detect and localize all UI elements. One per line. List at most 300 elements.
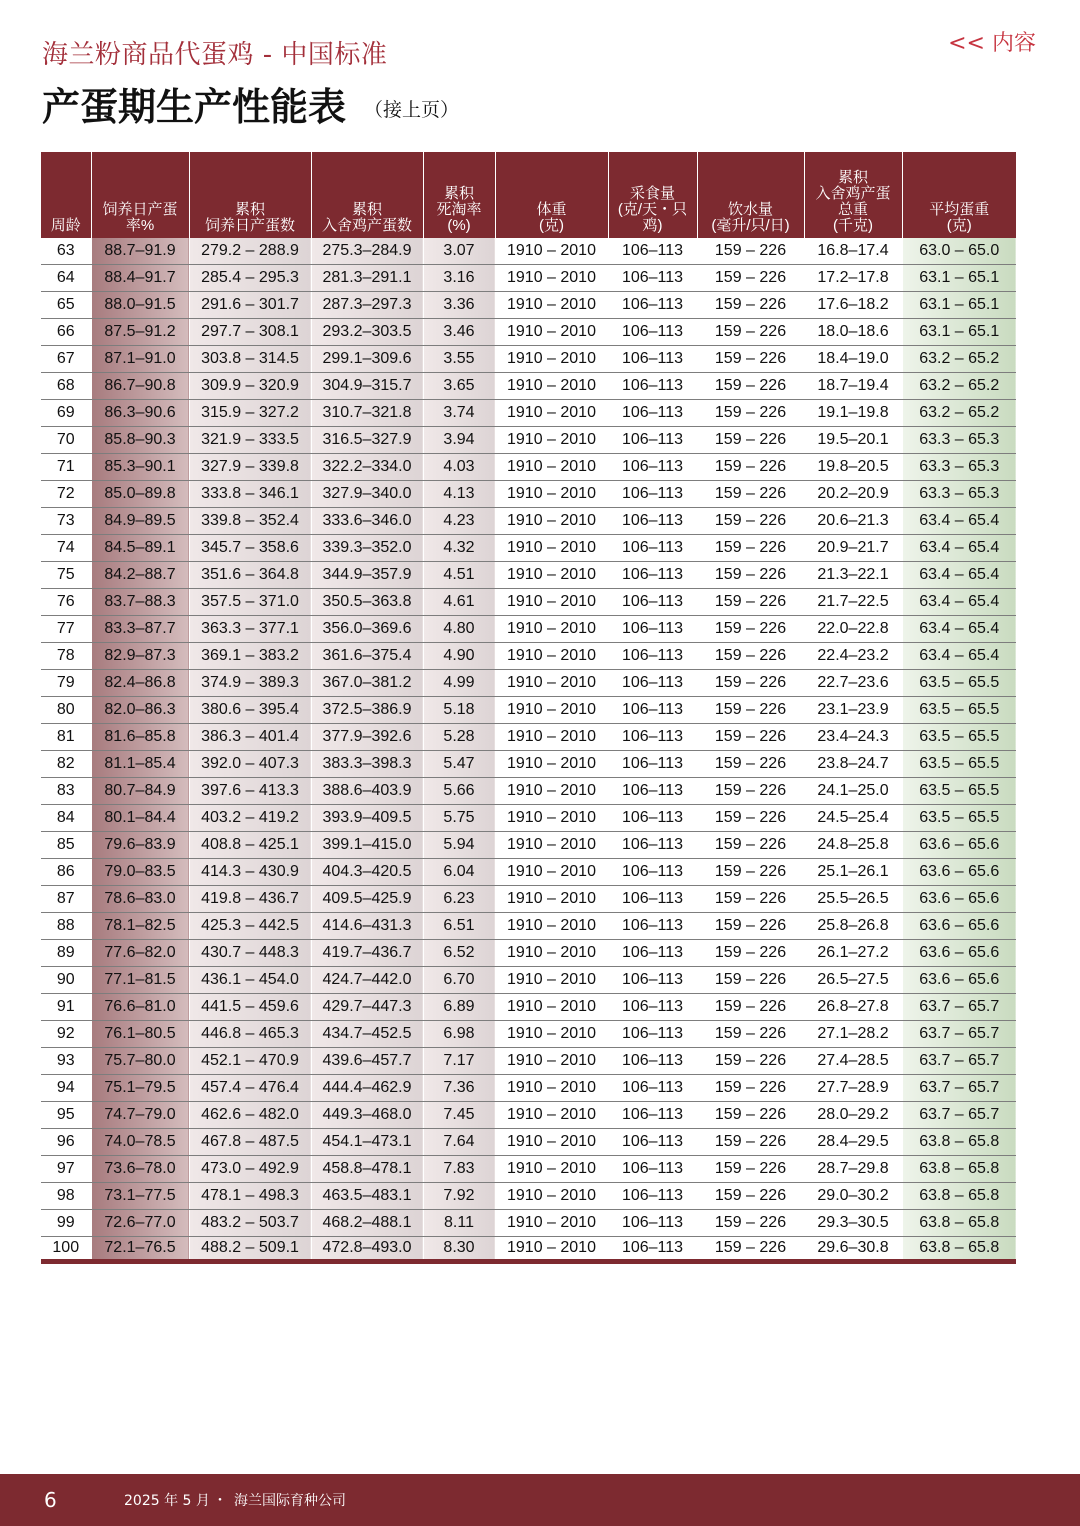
cell-cum-hen-day-eggs: 345.7 – 358.6 <box>189 535 311 562</box>
cell-cum-egg-mass: 17.6–18.2 <box>804 292 902 319</box>
cell-avg-egg-weight: 63.6 – 65.6 <box>902 967 1016 994</box>
cell-cum-mortality: 7.17 <box>423 1048 495 1075</box>
cell-body-weight: 1910 – 2010 <box>495 562 608 589</box>
table-row <box>41 616 1016 643</box>
cell-cum-hen-housed-eggs: 275.3–284.9 <box>311 238 423 265</box>
cell-cum-hen-housed-eggs: 468.2–488.1 <box>311 1210 423 1237</box>
cell-cum-hen-housed-eggs: 350.5–363.8 <box>311 589 423 616</box>
cell-feed-intake: 106–113 <box>608 535 697 562</box>
cell-lay-rate: 85.8–90.3 <box>91 427 189 454</box>
cell-avg-egg-weight: 63.2 – 65.2 <box>902 400 1016 427</box>
cell-cum-egg-mass: 19.8–20.5 <box>804 454 902 481</box>
cell-cum-egg-mass: 26.8–27.8 <box>804 994 902 1021</box>
cell-body-weight: 1910 – 2010 <box>495 994 608 1021</box>
cell-cum-hen-housed-eggs: 424.7–442.0 <box>311 967 423 994</box>
cell-cum-mortality: 4.90 <box>423 643 495 670</box>
title-row <box>42 76 459 131</box>
cell-cum-egg-mass: 26.1–27.2 <box>804 940 902 967</box>
cell-cum-hen-day-eggs: 446.8 – 465.3 <box>189 1021 311 1048</box>
cell-cum-egg-mass: 27.1–28.2 <box>804 1021 902 1048</box>
cell-cum-egg-mass: 24.1–25.0 <box>804 778 902 805</box>
cell-cum-hen-day-eggs: 441.5 – 459.6 <box>189 994 311 1021</box>
cell-feed-intake: 106–113 <box>608 859 697 886</box>
cell-water-intake: 159 – 226 <box>697 670 804 697</box>
table-row <box>41 805 1016 832</box>
cell-body-weight: 1910 – 2010 <box>495 292 608 319</box>
cell-feed-intake: 106–113 <box>608 616 697 643</box>
table-row <box>41 373 1016 400</box>
cell-cum-hen-housed-eggs: 322.2–334.0 <box>311 454 423 481</box>
cell-cum-hen-day-eggs: 403.2 – 419.2 <box>189 805 311 832</box>
cell-body-weight: 1910 – 2010 <box>495 346 608 373</box>
cell-cum-hen-housed-eggs: 333.6–346.0 <box>311 508 423 535</box>
cell-cum-hen-housed-eggs: 316.5–327.9 <box>311 427 423 454</box>
cell-cum-egg-mass: 27.4–28.5 <box>804 1048 902 1075</box>
cell-cum-mortality: 5.28 <box>423 724 495 751</box>
cell-avg-egg-weight: 63.1 – 65.1 <box>902 319 1016 346</box>
cell-feed-intake: 106–113 <box>608 427 697 454</box>
cell-body-weight: 1910 – 2010 <box>495 886 608 913</box>
column-header-cum-egg-mass: 累积 入舍鸡产蛋 总重 (千克) <box>804 152 902 238</box>
cell-water-intake: 159 – 226 <box>697 508 804 535</box>
cell-cum-mortality: 6.52 <box>423 940 495 967</box>
cell-week: 91 <box>41 994 91 1021</box>
cell-cum-egg-mass: 22.4–23.2 <box>804 643 902 670</box>
cell-cum-hen-day-eggs: 297.7 – 308.1 <box>189 319 311 346</box>
document-subtitle: 海兰粉商品代蛋鸡 - 中国标准 <box>42 40 388 70</box>
table-row <box>41 1129 1016 1156</box>
cell-week: 81 <box>41 724 91 751</box>
cell-cum-egg-mass: 25.8–26.8 <box>804 913 902 940</box>
cell-cum-egg-mass: 23.4–24.3 <box>804 724 902 751</box>
cell-lay-rate: 73.6–78.0 <box>91 1156 189 1183</box>
cell-body-weight: 1910 – 2010 <box>495 859 608 886</box>
cell-cum-hen-day-eggs: 478.1 – 498.3 <box>189 1183 311 1210</box>
cell-cum-hen-housed-eggs: 434.7–452.5 <box>311 1021 423 1048</box>
cell-feed-intake: 106–113 <box>608 1210 697 1237</box>
cell-body-weight: 1910 – 2010 <box>495 400 608 427</box>
cell-week: 89 <box>41 940 91 967</box>
table-row <box>41 1237 1016 1262</box>
cell-cum-hen-day-eggs: 327.9 – 339.8 <box>189 454 311 481</box>
cell-avg-egg-weight: 63.6 – 65.6 <box>902 886 1016 913</box>
cell-body-weight: 1910 – 2010 <box>495 670 608 697</box>
cell-avg-egg-weight: 63.5 – 65.5 <box>902 724 1016 751</box>
cell-cum-mortality: 6.04 <box>423 859 495 886</box>
cell-cum-hen-day-eggs: 291.6 – 301.7 <box>189 292 311 319</box>
cell-feed-intake: 106–113 <box>608 994 697 1021</box>
cell-cum-mortality: 7.45 <box>423 1102 495 1129</box>
cell-feed-intake: 106–113 <box>608 670 697 697</box>
cell-water-intake: 159 – 226 <box>697 589 804 616</box>
cell-feed-intake: 106–113 <box>608 1156 697 1183</box>
cell-cum-mortality: 3.55 <box>423 346 495 373</box>
page-number: 6 <box>44 1488 57 1512</box>
cell-water-intake: 159 – 226 <box>697 1156 804 1183</box>
cell-cum-egg-mass: 27.7–28.9 <box>804 1075 902 1102</box>
cell-body-weight: 1910 – 2010 <box>495 454 608 481</box>
cell-body-weight: 1910 – 2010 <box>495 1048 608 1075</box>
table-row <box>41 562 1016 589</box>
cell-body-weight: 1910 – 2010 <box>495 1237 608 1262</box>
cell-feed-intake: 106–113 <box>608 265 697 292</box>
cell-cum-mortality: 4.13 <box>423 481 495 508</box>
cell-feed-intake: 106–113 <box>608 346 697 373</box>
cell-cum-hen-housed-eggs: 383.3–398.3 <box>311 751 423 778</box>
table-row <box>41 832 1016 859</box>
cell-cum-egg-mass: 29.3–30.5 <box>804 1210 902 1237</box>
table-row <box>41 967 1016 994</box>
cell-cum-egg-mass: 26.5–27.5 <box>804 967 902 994</box>
cell-body-weight: 1910 – 2010 <box>495 805 608 832</box>
cell-lay-rate: 80.7–84.9 <box>91 778 189 805</box>
cell-avg-egg-weight: 63.7 – 65.7 <box>902 1021 1016 1048</box>
page-footer <box>0 1474 1080 1526</box>
cell-feed-intake: 106–113 <box>608 238 697 265</box>
table-header <box>41 152 1016 238</box>
column-header-lay-rate: 饲养日产蛋 率% <box>91 152 189 238</box>
cell-cum-hen-housed-eggs: 339.3–352.0 <box>311 535 423 562</box>
cell-feed-intake: 106–113 <box>608 481 697 508</box>
cell-feed-intake: 106–113 <box>608 1129 697 1156</box>
cell-water-intake: 159 – 226 <box>697 886 804 913</box>
cell-feed-intake: 106–113 <box>608 886 697 913</box>
cell-feed-intake: 106–113 <box>608 589 697 616</box>
table-row <box>41 292 1016 319</box>
header-row <box>41 152 1016 238</box>
cell-cum-hen-housed-eggs: 304.9–315.7 <box>311 373 423 400</box>
cell-cum-egg-mass: 20.6–21.3 <box>804 508 902 535</box>
cell-body-weight: 1910 – 2010 <box>495 967 608 994</box>
cell-week: 76 <box>41 589 91 616</box>
cell-week: 83 <box>41 778 91 805</box>
cell-water-intake: 159 – 226 <box>697 805 804 832</box>
cell-water-intake: 159 – 226 <box>697 778 804 805</box>
table-row <box>41 994 1016 1021</box>
cell-cum-egg-mass: 28.7–29.8 <box>804 1156 902 1183</box>
cell-cum-hen-housed-eggs: 287.3–297.3 <box>311 292 423 319</box>
cell-week: 90 <box>41 967 91 994</box>
cell-cum-hen-housed-eggs: 419.7–436.7 <box>311 940 423 967</box>
cell-cum-hen-day-eggs: 380.6 – 395.4 <box>189 697 311 724</box>
cell-lay-rate: 83.7–88.3 <box>91 589 189 616</box>
cell-lay-rate: 81.6–85.8 <box>91 724 189 751</box>
column-header-avg-egg-weight: 平均蛋重 (克) <box>902 152 1016 238</box>
cell-cum-hen-day-eggs: 279.2 – 288.9 <box>189 238 311 265</box>
cell-cum-hen-day-eggs: 351.6 – 364.8 <box>189 562 311 589</box>
cell-cum-egg-mass: 24.8–25.8 <box>804 832 902 859</box>
cell-cum-egg-mass: 29.6–30.8 <box>804 1237 902 1262</box>
cell-cum-hen-housed-eggs: 281.3–291.1 <box>311 265 423 292</box>
cell-cum-mortality: 4.32 <box>423 535 495 562</box>
cell-lay-rate: 76.6–81.0 <box>91 994 189 1021</box>
cell-water-intake: 159 – 226 <box>697 1021 804 1048</box>
title-continued-note: （接上页） <box>364 99 460 121</box>
cell-cum-mortality: 5.18 <box>423 697 495 724</box>
cell-cum-egg-mass: 22.0–22.8 <box>804 616 902 643</box>
cell-feed-intake: 106–113 <box>608 751 697 778</box>
cell-week: 71 <box>41 454 91 481</box>
cell-week: 66 <box>41 319 91 346</box>
cell-week: 79 <box>41 670 91 697</box>
cell-water-intake: 159 – 226 <box>697 292 804 319</box>
cell-week: 82 <box>41 751 91 778</box>
table-row <box>41 1156 1016 1183</box>
cell-cum-mortality: 8.11 <box>423 1210 495 1237</box>
cell-water-intake: 159 – 226 <box>697 481 804 508</box>
cell-cum-egg-mass: 25.5–26.5 <box>804 886 902 913</box>
table-row <box>41 1102 1016 1129</box>
column-header-cum-hen-day-eggs: 累积 饲养日产蛋数 <box>189 152 311 238</box>
cell-water-intake: 159 – 226 <box>697 400 804 427</box>
table-row <box>41 859 1016 886</box>
cell-avg-egg-weight: 63.8 – 65.8 <box>902 1210 1016 1237</box>
cell-water-intake: 159 – 226 <box>697 1129 804 1156</box>
cell-body-weight: 1910 – 2010 <box>495 508 608 535</box>
cell-lay-rate: 77.6–82.0 <box>91 940 189 967</box>
cell-cum-hen-housed-eggs: 361.6–375.4 <box>311 643 423 670</box>
cell-avg-egg-weight: 63.5 – 65.5 <box>902 670 1016 697</box>
cell-feed-intake: 106–113 <box>608 373 697 400</box>
cell-cum-hen-housed-eggs: 472.8–493.0 <box>311 1237 423 1262</box>
cell-water-intake: 159 – 226 <box>697 319 804 346</box>
cell-cum-hen-housed-eggs: 372.5–386.9 <box>311 697 423 724</box>
cell-avg-egg-weight: 63.5 – 65.5 <box>902 805 1016 832</box>
cell-cum-hen-day-eggs: 419.8 – 436.7 <box>189 886 311 913</box>
cell-avg-egg-weight: 63.3 – 65.3 <box>902 481 1016 508</box>
cell-body-weight: 1910 – 2010 <box>495 1021 608 1048</box>
cell-feed-intake: 106–113 <box>608 832 697 859</box>
cell-avg-egg-weight: 63.6 – 65.6 <box>902 913 1016 940</box>
cell-avg-egg-weight: 63.6 – 65.6 <box>902 832 1016 859</box>
cell-cum-egg-mass: 21.7–22.5 <box>804 589 902 616</box>
column-header-water-intake: 饮水量 (毫升/只/日) <box>697 152 804 238</box>
cell-feed-intake: 106–113 <box>608 508 697 535</box>
cell-cum-hen-housed-eggs: 404.3–420.5 <box>311 859 423 886</box>
cell-cum-hen-housed-eggs: 299.1–309.6 <box>311 346 423 373</box>
cell-feed-intake: 106–113 <box>608 1237 697 1262</box>
cell-week: 67 <box>41 346 91 373</box>
cell-cum-hen-housed-eggs: 293.2–303.5 <box>311 319 423 346</box>
cell-cum-mortality: 7.83 <box>423 1156 495 1183</box>
cell-lay-rate: 73.1–77.5 <box>91 1183 189 1210</box>
cell-feed-intake: 106–113 <box>608 562 697 589</box>
cell-week: 80 <box>41 697 91 724</box>
cell-feed-intake: 106–113 <box>608 319 697 346</box>
cell-week: 64 <box>41 265 91 292</box>
cell-lay-rate: 79.0–83.5 <box>91 859 189 886</box>
cell-body-weight: 1910 – 2010 <box>495 751 608 778</box>
cell-feed-intake: 106–113 <box>608 697 697 724</box>
contents-link[interactable]: << 内容 <box>948 31 1036 56</box>
cell-lay-rate: 86.7–90.8 <box>91 373 189 400</box>
cell-cum-egg-mass: 25.1–26.1 <box>804 859 902 886</box>
cell-week: 96 <box>41 1129 91 1156</box>
cell-water-intake: 159 – 226 <box>697 1048 804 1075</box>
column-header-week: 周龄 <box>41 152 91 238</box>
table-row <box>41 940 1016 967</box>
cell-body-weight: 1910 – 2010 <box>495 724 608 751</box>
cell-cum-hen-housed-eggs: 393.9–409.5 <box>311 805 423 832</box>
cell-feed-intake: 106–113 <box>608 724 697 751</box>
cell-cum-hen-housed-eggs: 444.4–462.9 <box>311 1075 423 1102</box>
cell-cum-mortality: 4.61 <box>423 589 495 616</box>
cell-water-intake: 159 – 226 <box>697 859 804 886</box>
cell-week: 65 <box>41 292 91 319</box>
cell-water-intake: 159 – 226 <box>697 427 804 454</box>
cell-week: 87 <box>41 886 91 913</box>
cell-avg-egg-weight: 63.1 – 65.1 <box>902 265 1016 292</box>
cell-lay-rate: 82.9–87.3 <box>91 643 189 670</box>
cell-cum-hen-housed-eggs: 356.0–369.6 <box>311 616 423 643</box>
cell-lay-rate: 78.6–83.0 <box>91 886 189 913</box>
cell-cum-mortality: 5.47 <box>423 751 495 778</box>
cell-avg-egg-weight: 63.4 – 65.4 <box>902 643 1016 670</box>
cell-cum-hen-day-eggs: 369.1 – 383.2 <box>189 643 311 670</box>
cell-week: 95 <box>41 1102 91 1129</box>
cell-week: 77 <box>41 616 91 643</box>
cell-cum-mortality: 3.16 <box>423 265 495 292</box>
table-row <box>41 481 1016 508</box>
cell-avg-egg-weight: 63.5 – 65.5 <box>902 778 1016 805</box>
cell-lay-rate: 82.4–86.8 <box>91 670 189 697</box>
cell-cum-hen-day-eggs: 321.9 – 333.5 <box>189 427 311 454</box>
cell-lay-rate: 77.1–81.5 <box>91 967 189 994</box>
cell-water-intake: 159 – 226 <box>697 1237 804 1262</box>
table-row <box>41 1075 1016 1102</box>
cell-water-intake: 159 – 226 <box>697 751 804 778</box>
cell-avg-egg-weight: 63.4 – 65.4 <box>902 508 1016 535</box>
cell-cum-mortality: 3.36 <box>423 292 495 319</box>
cell-lay-rate: 74.0–78.5 <box>91 1129 189 1156</box>
cell-cum-mortality: 4.03 <box>423 454 495 481</box>
cell-body-weight: 1910 – 2010 <box>495 535 608 562</box>
cell-lay-rate: 81.1–85.4 <box>91 751 189 778</box>
cell-lay-rate: 79.6–83.9 <box>91 832 189 859</box>
column-header-feed-intake: 采食量 (克/天・只 鸡) <box>608 152 697 238</box>
cell-feed-intake: 106–113 <box>608 1021 697 1048</box>
cell-week: 94 <box>41 1075 91 1102</box>
table-row <box>41 1021 1016 1048</box>
table-body <box>41 238 1016 1262</box>
cell-feed-intake: 106–113 <box>608 778 697 805</box>
cell-week: 69 <box>41 400 91 427</box>
cell-body-weight: 1910 – 2010 <box>495 778 608 805</box>
cell-cum-hen-housed-eggs: 399.1–415.0 <box>311 832 423 859</box>
cell-cum-hen-day-eggs: 414.3 – 430.9 <box>189 859 311 886</box>
table-row <box>41 508 1016 535</box>
page-title: 产蛋期生产性能表 <box>42 85 347 129</box>
footer-separator: ・ <box>213 1493 227 1509</box>
cell-cum-hen-day-eggs: 457.4 – 476.4 <box>189 1075 311 1102</box>
cell-cum-hen-day-eggs: 462.6 – 482.0 <box>189 1102 311 1129</box>
cell-avg-egg-weight: 63.7 – 65.7 <box>902 1102 1016 1129</box>
cell-cum-hen-day-eggs: 333.8 – 346.1 <box>189 481 311 508</box>
cell-avg-egg-weight: 63.4 – 65.4 <box>902 589 1016 616</box>
table-row <box>41 643 1016 670</box>
cell-cum-mortality: 5.94 <box>423 832 495 859</box>
cell-body-weight: 1910 – 2010 <box>495 940 608 967</box>
cell-water-intake: 159 – 226 <box>697 724 804 751</box>
cell-cum-hen-day-eggs: 397.6 – 413.3 <box>189 778 311 805</box>
cell-cum-hen-housed-eggs: 449.3–468.0 <box>311 1102 423 1129</box>
column-header-body-weight: 体重 (克) <box>495 152 608 238</box>
cell-cum-egg-mass: 16.8–17.4 <box>804 238 902 265</box>
cell-avg-egg-weight: 63.7 – 65.7 <box>902 1075 1016 1102</box>
cell-body-weight: 1910 – 2010 <box>495 643 608 670</box>
cell-body-weight: 1910 – 2010 <box>495 697 608 724</box>
cell-cum-hen-housed-eggs: 388.6–403.9 <box>311 778 423 805</box>
cell-cum-mortality: 4.80 <box>423 616 495 643</box>
cell-cum-egg-mass: 18.0–18.6 <box>804 319 902 346</box>
cell-cum-egg-mass: 18.7–19.4 <box>804 373 902 400</box>
cell-avg-egg-weight: 63.6 – 65.6 <box>902 940 1016 967</box>
table-row <box>41 1183 1016 1210</box>
cell-cum-egg-mass: 21.3–22.1 <box>804 562 902 589</box>
cell-cum-egg-mass: 28.0–29.2 <box>804 1102 902 1129</box>
cell-cum-mortality: 3.07 <box>423 238 495 265</box>
cell-cum-egg-mass: 29.0–30.2 <box>804 1183 902 1210</box>
cell-water-intake: 159 – 226 <box>697 346 804 373</box>
table-row <box>41 454 1016 481</box>
cell-body-weight: 1910 – 2010 <box>495 481 608 508</box>
cell-cum-mortality: 3.65 <box>423 373 495 400</box>
table-row <box>41 400 1016 427</box>
cell-cum-hen-day-eggs: 452.1 – 470.9 <box>189 1048 311 1075</box>
cell-cum-hen-housed-eggs: 409.5–425.9 <box>311 886 423 913</box>
table-row <box>41 265 1016 292</box>
cell-lay-rate: 83.3–87.7 <box>91 616 189 643</box>
table-row <box>41 1048 1016 1075</box>
cell-avg-egg-weight: 63.2 – 65.2 <box>902 373 1016 400</box>
cell-avg-egg-weight: 63.5 – 65.5 <box>902 751 1016 778</box>
cell-cum-mortality: 3.94 <box>423 427 495 454</box>
cell-avg-egg-weight: 63.4 – 65.4 <box>902 562 1016 589</box>
cell-water-intake: 159 – 226 <box>697 940 804 967</box>
cell-cum-hen-day-eggs: 309.9 – 320.9 <box>189 373 311 400</box>
cell-cum-hen-housed-eggs: 377.9–392.6 <box>311 724 423 751</box>
cell-water-intake: 159 – 226 <box>697 1075 804 1102</box>
footer-date: 2025 年 5 月 <box>124 1493 210 1509</box>
cell-cum-egg-mass: 18.4–19.0 <box>804 346 902 373</box>
cell-body-weight: 1910 – 2010 <box>495 1075 608 1102</box>
cell-cum-hen-day-eggs: 363.3 – 377.1 <box>189 616 311 643</box>
cell-lay-rate: 87.1–91.0 <box>91 346 189 373</box>
cell-cum-egg-mass: 23.1–23.9 <box>804 697 902 724</box>
cell-lay-rate: 80.1–84.4 <box>91 805 189 832</box>
cell-body-weight: 1910 – 2010 <box>495 1156 608 1183</box>
cell-cum-hen-housed-eggs: 327.9–340.0 <box>311 481 423 508</box>
cell-lay-rate: 85.3–90.1 <box>91 454 189 481</box>
cell-cum-egg-mass: 23.8–24.7 <box>804 751 902 778</box>
cell-body-weight: 1910 – 2010 <box>495 427 608 454</box>
cell-cum-mortality: 4.51 <box>423 562 495 589</box>
cell-cum-hen-housed-eggs: 367.0–381.2 <box>311 670 423 697</box>
cell-cum-hen-housed-eggs: 414.6–431.3 <box>311 913 423 940</box>
cell-week: 88 <box>41 913 91 940</box>
cell-lay-rate: 87.5–91.2 <box>91 319 189 346</box>
cell-lay-rate: 85.0–89.8 <box>91 481 189 508</box>
cell-avg-egg-weight: 63.0 – 65.0 <box>902 238 1016 265</box>
cell-cum-hen-day-eggs: 374.9 – 389.3 <box>189 670 311 697</box>
cell-cum-mortality: 6.89 <box>423 994 495 1021</box>
cell-avg-egg-weight: 63.2 – 65.2 <box>902 346 1016 373</box>
cell-water-intake: 159 – 226 <box>697 967 804 994</box>
footer-company: 海兰国际育种公司 <box>234 1493 346 1509</box>
cell-cum-egg-mass: 22.7–23.6 <box>804 670 902 697</box>
cell-cum-mortality: 3.74 <box>423 400 495 427</box>
table-row <box>41 319 1016 346</box>
